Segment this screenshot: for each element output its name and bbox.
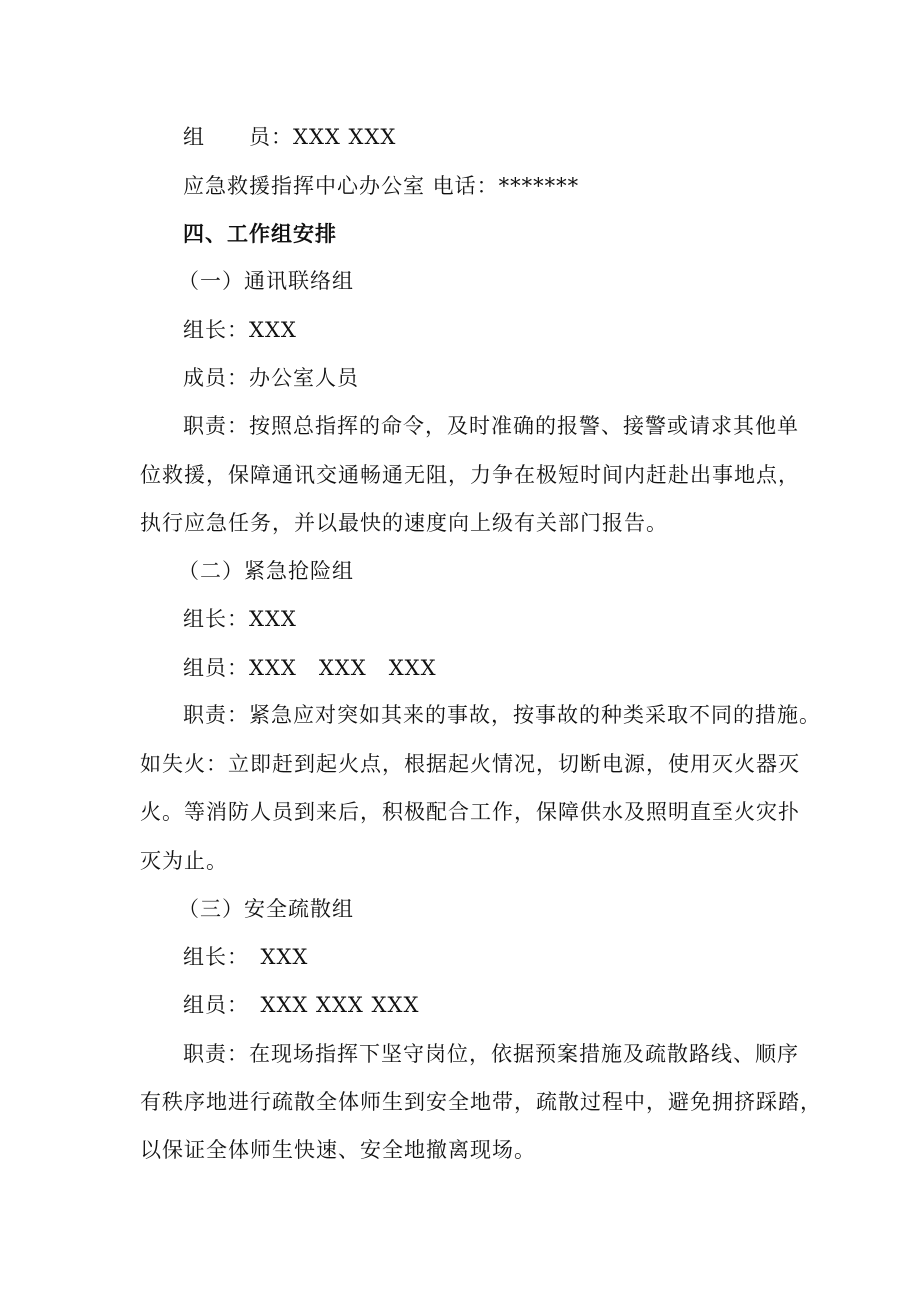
duty-line: 如失火：立即赶到起火点，根据起火情况，切断电源，使用灭火器灭 [140, 752, 800, 776]
duty-line: 执行应急任务，并以最快的速度向上级有关部门报告。 [140, 511, 668, 535]
duty-line: 有秩序地进行疏散全体师生到安全地带，疏散过程中，避免拥挤踩踏， [140, 1090, 822, 1114]
group-leader: 组长： XXX [183, 945, 309, 969]
duty-line: 职责：按照总指挥的命令，及时准确的报警、接警或请求其他单 [183, 414, 799, 438]
duty-line: 以保证全体师生快速、安全地撤离现场。 [140, 1138, 536, 1162]
office-phone-line: 应急救援指挥中心办公室 电话：******* [183, 174, 580, 198]
section-heading: 四、工作组安排 [183, 221, 337, 246]
duty-line: 火。等消防人员到来后，积极配合工作，保障供水及照明直至火灾扑 [140, 800, 800, 824]
group-title: （二）紧急抢险组 [178, 559, 354, 583]
duty-line: 位救援，保障通讯交通畅通无阻，力争在极短时间内赶赴出事地点， [140, 463, 800, 487]
duty-line: 职责：在现场指挥下坚守岗位，依据预案措施及疏散路线、顺序 [183, 1042, 799, 1066]
group-members: 组员：XXX XXX XXX [183, 656, 437, 680]
group-title: （一）通讯联络组 [178, 269, 354, 293]
group-leader: 组长：XXX [183, 607, 297, 631]
group-leader: 组长：XXX [183, 318, 297, 342]
group-members: 组员： XXX XXX XXX [183, 993, 420, 1017]
group-title: （三）安全疏散组 [178, 897, 354, 921]
duty-line: 职责：紧急应对突如其来的事故，按事故的种类采取不同的措施。 [183, 703, 821, 727]
group-members: 成员：办公室人员 [183, 366, 359, 390]
duty-line: 灭为止。 [140, 849, 228, 873]
members-line: 组 员：XXX XXX [183, 125, 397, 149]
